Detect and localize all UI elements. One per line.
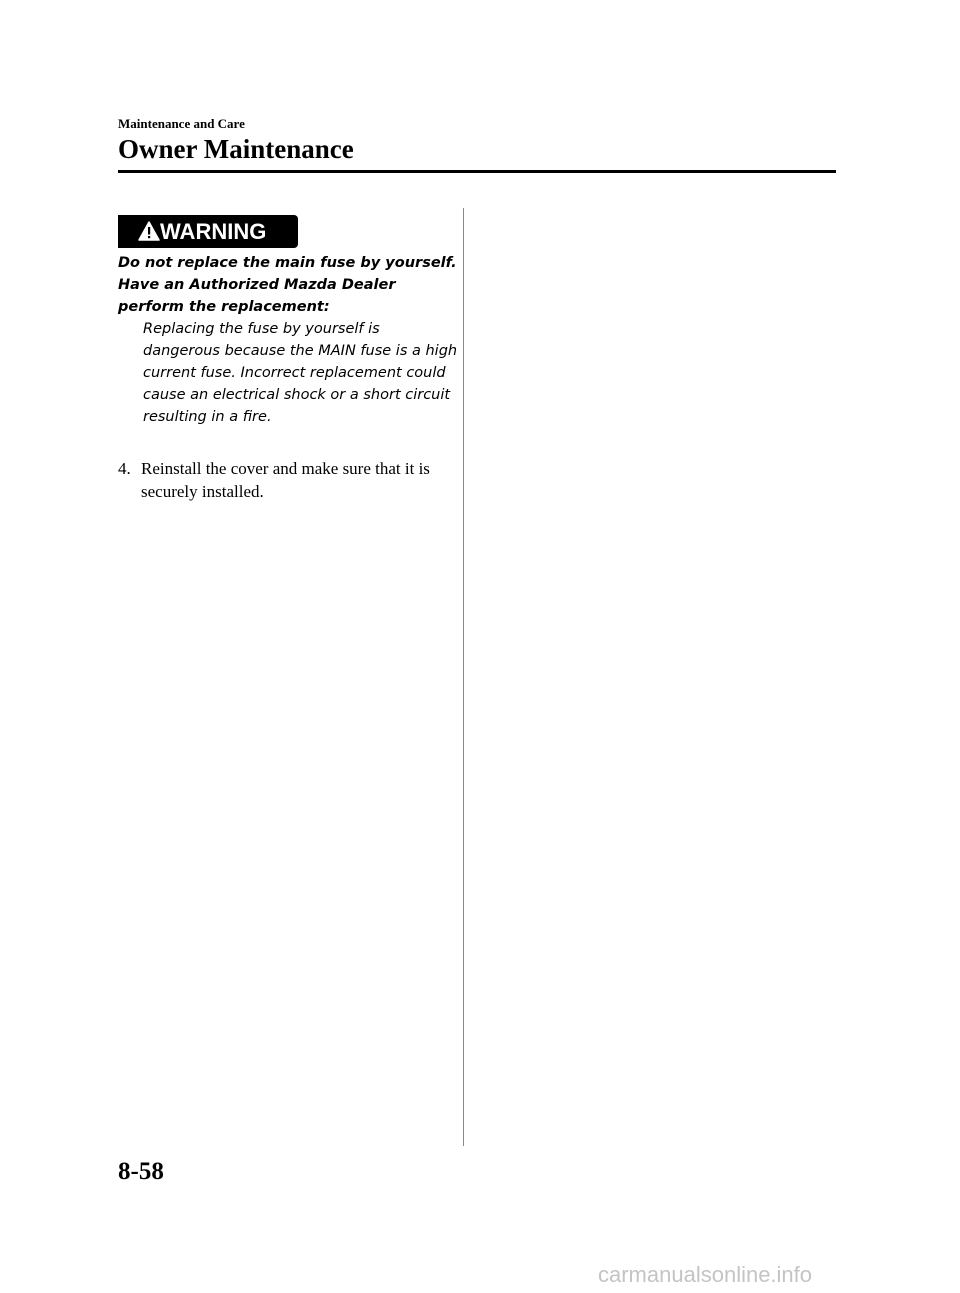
watermark: carmanualsonline.info bbox=[598, 1262, 813, 1287]
step-item bbox=[118, 457, 448, 503]
warning-detail: Replacing the fuse by yourself is dangerous because the MAIN fuse is a high current fuse. Incorrect replacement could cause an electrical shock or a short circuit resulting in a fire. bbox=[143, 321, 458, 425]
warning-body bbox=[118, 252, 458, 428]
page-number: 8-58 bbox=[118, 1158, 164, 1185]
step-text: Reinstall the cover and make sure that it is securely installed. bbox=[141, 459, 430, 501]
exclamation-triangle-icon bbox=[138, 221, 160, 241]
page-title: Owner Maintenance bbox=[118, 134, 354, 164]
section-label: Maintenance and Care bbox=[118, 116, 245, 131]
step-number: 4. bbox=[118, 459, 131, 478]
warning-heading: Do not replace the main fuse by yourself. Have an Authorized Mazda Dealer perform the replacement: bbox=[118, 255, 457, 315]
warning-label: WARNING bbox=[160, 219, 267, 244]
warning-banner bbox=[118, 215, 298, 248]
title-rule bbox=[118, 170, 836, 173]
column-divider bbox=[463, 208, 464, 1146]
